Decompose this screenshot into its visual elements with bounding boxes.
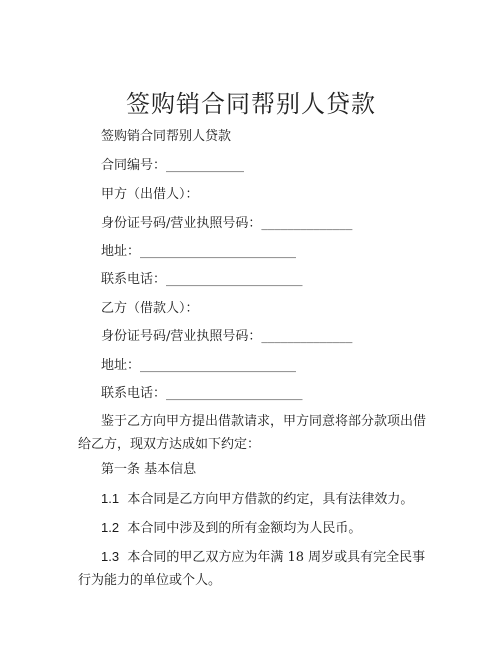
document-subtitle: 签购销合同帮别人贷款 (101, 129, 232, 144)
party-a-address-field: 地址：________________________ (101, 244, 297, 259)
clause-1-2 (101, 520, 361, 537)
preamble-paragraph: 鉴于乙方向甲方提出借款请求，甲方同意将部分款项出借给乙方，现双方达成如下约定： (78, 414, 427, 452)
party-b-address-field: 地址：________________________ (101, 358, 297, 373)
party-b-header: 乙方（借款人）： (101, 301, 199, 316)
article-1-title: 第一条 基本信息 (101, 462, 197, 477)
clause-text: 本合同的甲乙双方应为年满 18 周岁或具有完全民事行为能力的单位或个人。 (78, 550, 426, 588)
party-b-phone-field: 联系电话：_____________________ (101, 386, 303, 401)
clause-number: 1.1 (101, 491, 120, 506)
document-title: 签购销合同帮别人贷款 (126, 90, 376, 118)
clause-1-3 (78, 545, 438, 592)
party-a-phone-field: 联系电话：_____________________ (101, 272, 303, 287)
clause-text: 本合同是乙方向甲方借款的约定，具有法律效力。 (127, 492, 414, 507)
contract-number-field: 合同编号：____________ (101, 158, 245, 173)
clause-text: 本合同中涉及到的所有金额均为人民币。 (127, 521, 362, 536)
party-a-header: 甲方（出借人）： (101, 187, 199, 202)
party-b-id-field: 身份证号码/营业执照号码：______________ (101, 329, 353, 344)
clause-number: 1.2 (101, 520, 120, 535)
party-a-id-field: 身份证号码/营业执照号码：______________ (101, 216, 353, 231)
clause-number: 1.3 (101, 549, 120, 564)
clause-1-1 (101, 491, 413, 508)
